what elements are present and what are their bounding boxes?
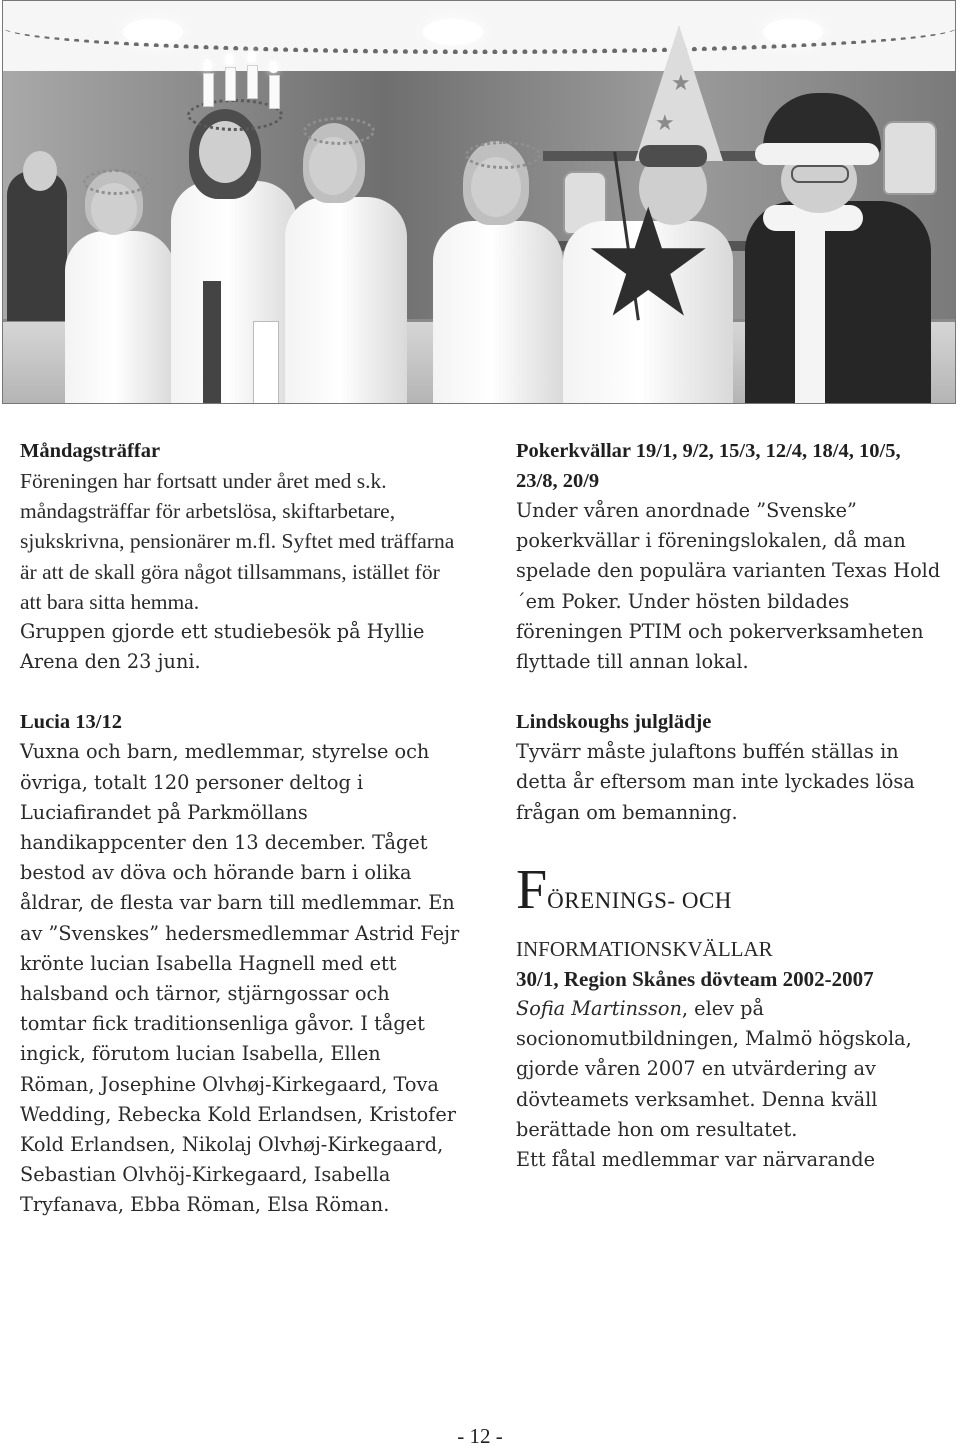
photo-red-sash (203, 281, 221, 404)
photo-tinsel-wreath (465, 141, 541, 169)
section-body: Vuxna och barn, medlemmar, styrelse och övriga, totalt 120 personer deltog i Luciafirandet på Parkmöllans handikappcenter den 13 december. Tåget bestod av döva och hörande barn i olika åldrar, de flesta var barn till medlemmar. En av ”Svenskes” hedersmedlemmar Astrid Fejr krönte lucian Isabella Hagnell med ett halsband och tärnor, stjärngossar och tomtar fick traditionsenliga gåvor. I tåget ingick, förutom lucian Isabella, Ellen Röman, Josephine Olvhøj-Kirkegaard, Tova Wedding, Rebecka Kold Erlandsen, Kristofer Kold Erlandsen, Nikolaj Olvhøj-Kirkegaard, Sebastian Olvhöj-Kirkegaard, Isabella Tryfanava, Ebba Röman, Elsa Röman. (20, 740, 460, 1217)
photo-held-candle (253, 321, 279, 404)
section-lucia (20, 707, 460, 1220)
event-body-text: , elev på socionomutbildningen, Malmö högskola, gjorde våren 2007 en utvärdering av dövteamets verksamhet. Denna kväll berättade hon om resultatet. (516, 997, 912, 1141)
photo-crown-candle (247, 65, 258, 99)
section-informationskvallar (516, 858, 946, 1175)
section-heading: Lindskoughs julglädje (516, 711, 712, 734)
photo-child-face (309, 137, 357, 195)
photo-hat-star-icon: ★ (671, 71, 691, 96)
section-heading: Lucia 13/12 (20, 711, 122, 734)
section-body-2: Gruppen gjorde ett studiebesök på Hyllie Arena den 23 juni. (20, 620, 425, 674)
photo-jar (883, 121, 937, 195)
left-column (20, 436, 460, 1251)
lucia-photo (2, 0, 956, 404)
big-heading-drop-cap: F (516, 858, 548, 921)
photo-glasses (791, 165, 849, 183)
event-body (516, 994, 946, 1145)
photo-crown-candle (225, 67, 236, 101)
photo-garland (3, 1, 956, 54)
photo-santa-fur-trim (795, 211, 825, 404)
section-body: Under våren anordnade ”Svenske” pokerkvällar i föreningslokalen, då man spelade den populära varianten Texas Hold´em Poker. Under hösten bildades föreningen PTIM och pokerverksamheten flyttade till annan lokal. (516, 499, 941, 674)
big-heading (516, 858, 946, 932)
section-julgladje (516, 707, 946, 828)
photo-adult-head (23, 151, 57, 191)
photo-santa-hat-brim (755, 143, 879, 165)
section-pokerkvallar (516, 436, 946, 677)
photo-tinsel-wreath (303, 117, 375, 145)
section-mandagstraffar (20, 436, 460, 677)
right-column (516, 436, 946, 1205)
photo-child-gown (285, 197, 407, 404)
photo-tinsel-wreath (83, 169, 149, 195)
section-body: Tyvärr måste julaftons buffén ställas in detta år eftersom man inte lyckades lösa frågan om bemanning. (516, 740, 915, 824)
photo-child-gown (65, 231, 175, 404)
photo-hat-star-icon: ★ (655, 111, 675, 136)
photo-santa-coat (745, 201, 931, 404)
photo-star-wand-icon: ★ (581, 177, 716, 351)
section-heading: Måndagsträffar (20, 440, 161, 462)
photo-starboy-hair (639, 145, 707, 167)
section-body: Föreningen har fortsatt under året med s.k. måndagsträffar för arbetslösa, skiftarbetare, sjukskrivna, pensionärer m.fl. Syftet med träffarna är att de skall göra något tillsammans, istället för att bara sitta hemma. (20, 469, 455, 614)
event-subtitle: 30/1, Region Skånes dövteam 2002-2007 (516, 967, 874, 992)
photo-child-gown (433, 221, 563, 404)
big-heading-line2: INFORMATIONSKVÄLLAR (516, 936, 773, 961)
photo-crown-candle (203, 73, 214, 107)
section-heading: Pokerkvällar 19/1, 9/2, 15/3, 12/4, 18/4, 10/5, 23/8, 20/9 (516, 440, 901, 492)
photo-candle-flame (269, 61, 278, 73)
page-number: - 12 - (457, 1424, 503, 1448)
photo-adult-background (7, 171, 67, 321)
big-heading-rest: ÖRENINGS- OCH (547, 887, 732, 913)
photo-candle-flame (247, 51, 256, 63)
author-name: Sofia Martinsson (516, 997, 682, 1021)
photo-candle-flame (225, 53, 234, 65)
photo-candle-flame (203, 59, 212, 71)
photo-crown-candle (269, 75, 280, 109)
event-body-2: Ett fåtal medlemmar var närvarande (516, 1148, 876, 1172)
